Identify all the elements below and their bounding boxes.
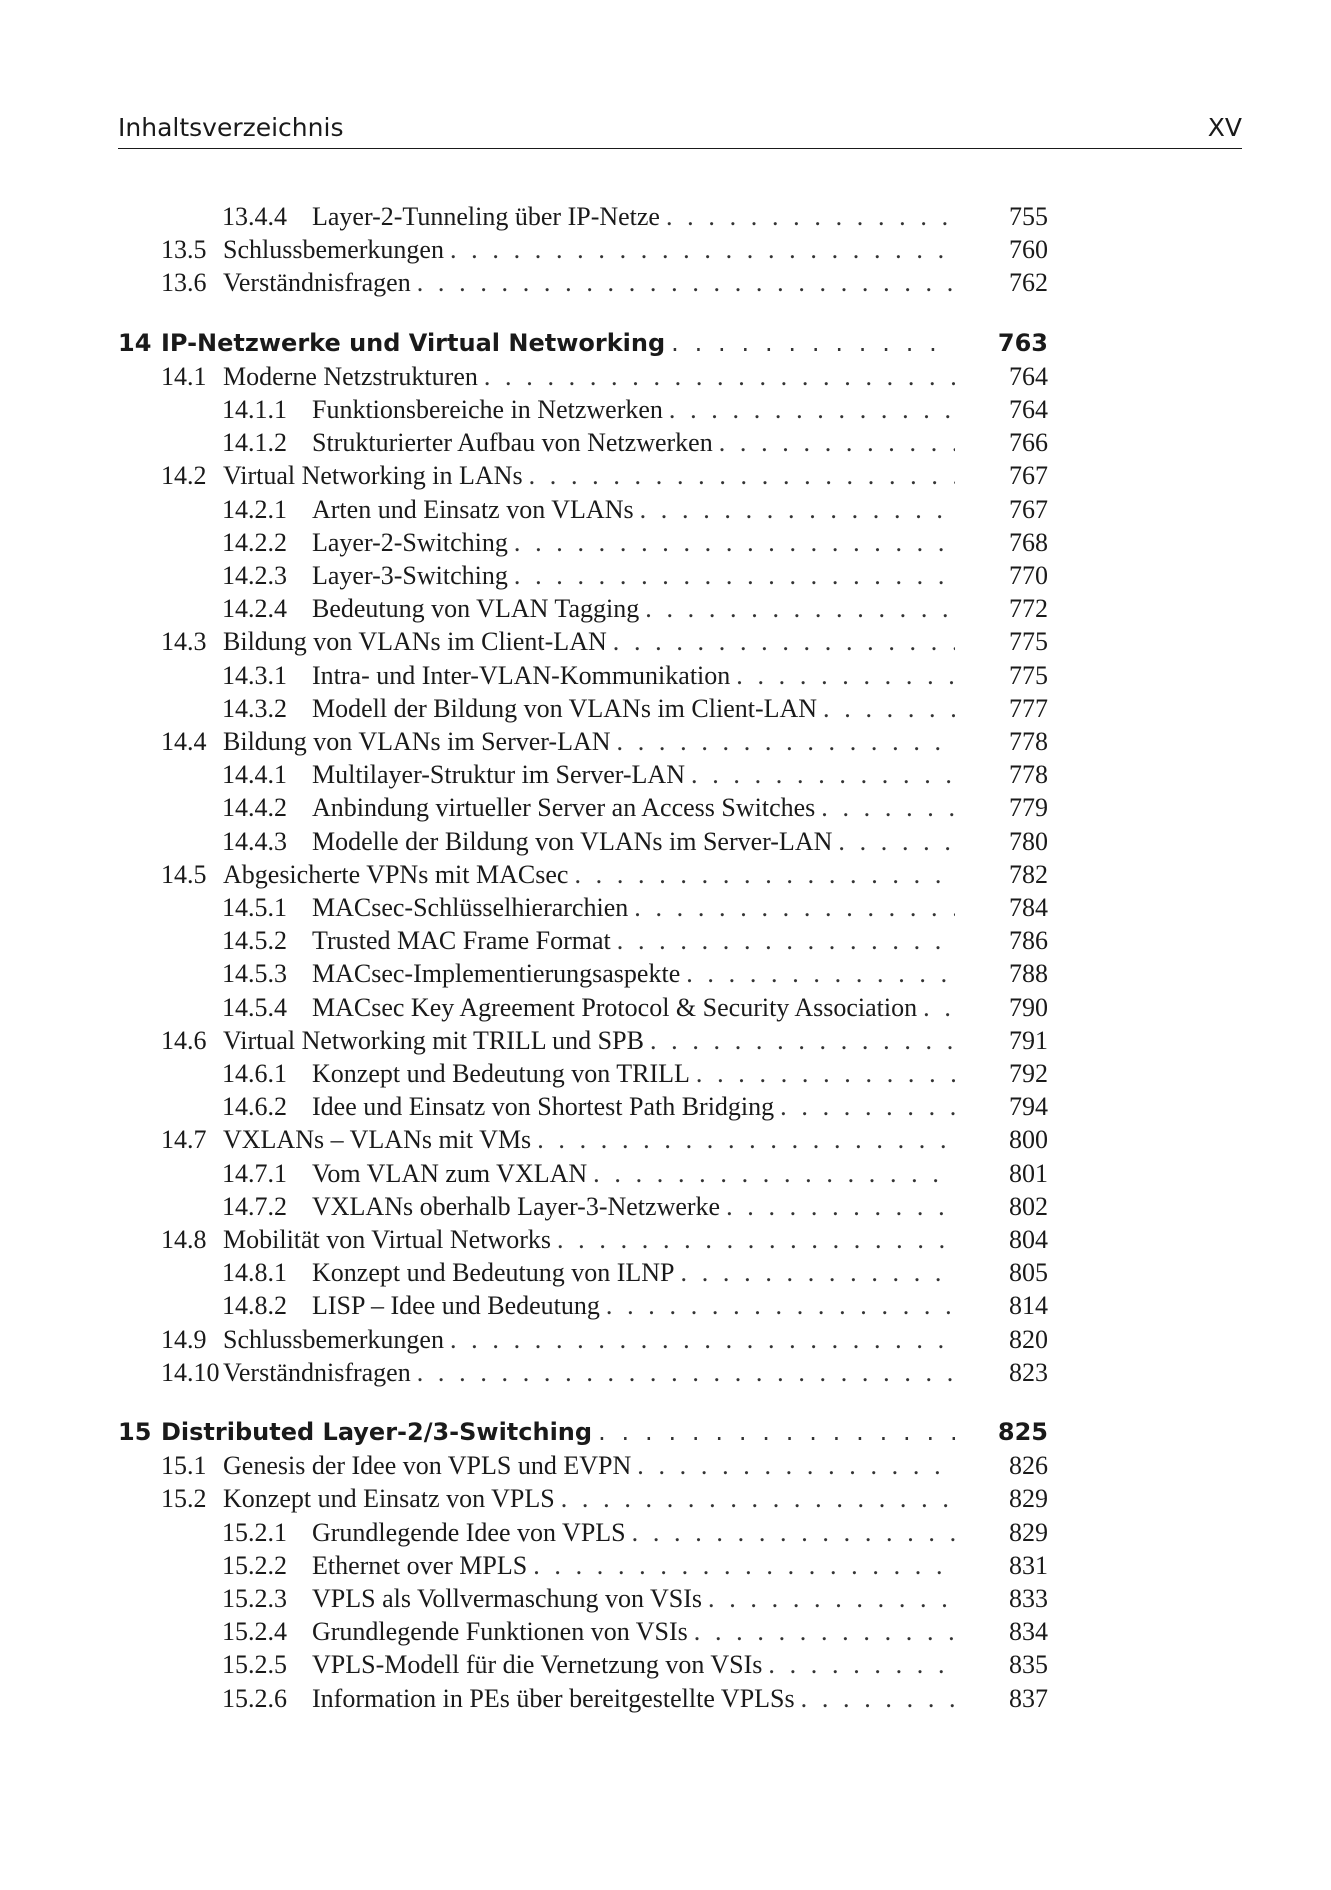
toc-entry-number: 14.7	[161, 1125, 207, 1155]
toc-entry-title: Trusted MAC Frame Format	[312, 926, 611, 956]
dot-leader	[923, 991, 955, 1024]
dot-leader	[821, 791, 955, 824]
dot-leader	[681, 1256, 955, 1289]
toc-entry-title: Idee und Einsatz von Shortest Path Bridging	[312, 1092, 775, 1122]
dot-leader	[671, 327, 955, 360]
dot-leader	[650, 1024, 955, 1057]
toc-entry-title: VPLS als Vollvermaschung von VSIs	[312, 1584, 703, 1613]
toc-entry[interactable]	[222, 924, 961, 957]
dot-leader	[640, 493, 955, 526]
toc-entry[interactable]	[222, 1549, 961, 1582]
dot-leader	[801, 1682, 955, 1715]
toc-entry-number: 14.3.1	[222, 660, 287, 690]
dot-leader	[632, 1516, 955, 1549]
toc-entry-page: 835	[1009, 1650, 1048, 1680]
toc-entry-page: 763	[997, 328, 1048, 357]
dot-leader	[514, 526, 955, 559]
toc-entry-page: 782	[1009, 859, 1048, 889]
toc-entry[interactable]	[222, 426, 961, 459]
toc-entry-number: 14.1.2	[222, 428, 287, 458]
toc-entry-page: 788	[1009, 959, 1048, 989]
dot-leader	[561, 1482, 955, 1515]
dot-leader	[533, 1549, 955, 1582]
dot-leader	[537, 1123, 955, 1156]
toc-entry-page: 775	[1009, 627, 1048, 657]
dot-leader	[669, 393, 955, 426]
toc-entry-title: Abgesicherte VPNs mit MACsec	[223, 859, 569, 889]
dot-leader	[634, 891, 955, 924]
toc-entry-title: Virtual Networking mit TRILL und SPB	[223, 1025, 644, 1055]
toc-entry-page: 792	[1009, 1059, 1048, 1088]
toc-entry-number: 14.2.2	[222, 527, 287, 557]
toc-entry-page: 760	[1009, 235, 1048, 265]
toc-entry[interactable]	[161, 1449, 961, 1482]
toc-entry-number: 14.6.1	[222, 1059, 287, 1088]
toc-entry-number: 13.5	[161, 235, 207, 265]
toc-entry-title: Modell der Bildung von VLANs im Client-LAN	[312, 693, 818, 723]
toc-entry-page: 766	[1009, 428, 1048, 458]
toc-entry[interactable]	[161, 725, 961, 758]
toc-entry[interactable]	[222, 1682, 961, 1715]
toc-entry-page: 829	[1009, 1484, 1048, 1514]
toc-entry-page: 778	[1009, 760, 1048, 790]
toc-entry-page: 826	[1009, 1451, 1048, 1481]
toc-entry-page: 834	[1009, 1617, 1048, 1647]
toc-entry-title: Genesis der Idee von VPLS und EVPN	[223, 1451, 632, 1481]
page-header	[118, 108, 1242, 149]
dot-leader	[696, 1057, 955, 1090]
toc-entry[interactable]	[222, 692, 961, 725]
toc-entry-number: 14.1.1	[222, 395, 287, 424]
toc-entry-title: Bildung von VLANs im Server-LAN	[223, 727, 611, 756]
toc-entry[interactable]	[161, 266, 961, 299]
toc-entry[interactable]	[222, 1057, 961, 1090]
toc-entry[interactable]	[222, 758, 961, 791]
toc-entry[interactable]	[161, 1323, 961, 1356]
toc-entry-page: 764	[1009, 361, 1048, 391]
dot-leader	[708, 1582, 955, 1615]
toc-entry[interactable]	[222, 1090, 961, 1123]
toc-entry-number: 14.7.1	[222, 1158, 287, 1188]
toc-entry-page: 775	[1009, 660, 1048, 690]
toc-entry-number: 15.2.1	[222, 1517, 287, 1547]
toc-entry-page: 779	[1009, 793, 1048, 823]
toc-entry-title: Layer-2-Tunneling über IP-Netze	[312, 202, 660, 231]
toc-entry-page: 767	[1009, 461, 1048, 491]
toc-entry[interactable]	[222, 1615, 961, 1648]
toc-entry[interactable]	[161, 625, 961, 658]
toc-entry-number: 15.2.2	[222, 1550, 287, 1580]
toc-entry-number: 14.8.2	[222, 1291, 287, 1321]
toc-entry-number: 14.5.1	[222, 893, 287, 922]
toc-entry-number: 13.4.4	[222, 202, 287, 231]
toc-entry-number: 15.2.4	[222, 1617, 287, 1647]
toc-entry[interactable]	[222, 991, 961, 1024]
toc-entry[interactable]	[222, 1582, 961, 1615]
toc-entry-title: Konzept und Einsatz von VPLS	[223, 1484, 555, 1514]
toc-entry-title: Schlussbemerkungen	[223, 235, 444, 265]
toc-entry[interactable]	[161, 233, 961, 266]
dot-leader	[719, 426, 955, 459]
dot-leader	[617, 725, 955, 758]
toc-entry-page: 791	[1009, 1025, 1048, 1055]
toc-entry-number: 14.3	[161, 627, 207, 657]
toc-entry-title: Funktionsbereiche in Netzwerken	[312, 395, 663, 424]
toc-entry[interactable]	[222, 493, 961, 526]
toc-entry[interactable]	[161, 360, 961, 393]
toc-entry-page: 784	[1009, 893, 1048, 922]
dot-leader	[417, 266, 955, 299]
toc-entry-number: 15.1	[161, 1451, 207, 1481]
toc-entry-number: 15.2.3	[222, 1584, 287, 1613]
toc-entry[interactable]	[222, 791, 961, 824]
toc-entry-title: Layer-3-Switching	[312, 561, 508, 590]
dot-leader	[666, 200, 955, 233]
toc-entry-page: 764	[1009, 395, 1048, 424]
toc-entry-number: 14	[118, 328, 152, 357]
toc-entry-number: 14.2	[161, 461, 207, 491]
toc-entry-title: Strukturierter Aufbau von Netzwerken	[312, 428, 713, 458]
dot-leader	[726, 1190, 955, 1223]
toc-entry-page: 790	[1009, 992, 1048, 1022]
toc-entry[interactable]	[222, 1289, 961, 1322]
toc-entry[interactable]	[222, 200, 961, 233]
dot-leader	[838, 825, 955, 858]
toc-entry[interactable]	[222, 1190, 961, 1223]
dot-leader	[645, 592, 955, 625]
dot-leader	[780, 1090, 955, 1123]
toc-entry-number: 14.10	[161, 1357, 220, 1387]
toc-entry-page: 814	[1009, 1291, 1048, 1321]
toc-entry[interactable]	[161, 1482, 961, 1515]
toc-entry-number: 14.7.2	[222, 1191, 287, 1221]
toc-entry-title: MACsec-Implementierungsaspekte	[312, 959, 681, 989]
toc-entry-page: 770	[1009, 561, 1048, 590]
toc-entry-number: 14.4.3	[222, 826, 287, 856]
dot-leader	[514, 559, 955, 592]
toc-entry-number: 15.2.5	[222, 1650, 287, 1680]
toc-entry[interactable]	[222, 559, 961, 592]
dot-leader	[529, 459, 955, 492]
toc-entry-page: 833	[1009, 1584, 1048, 1613]
toc-entry[interactable]	[222, 659, 961, 692]
toc-entry-number: 15.2.6	[222, 1683, 287, 1713]
toc-entry-title: Bedeutung von VLAN Tagging	[312, 594, 640, 624]
toc-entry[interactable]	[222, 526, 961, 559]
toc-entry-title: VXLANs – VLANs mit VMs	[223, 1125, 532, 1155]
toc-entry-title: VXLANs oberhalb Layer-3-Netzwerke	[312, 1191, 721, 1221]
toc-entry-title: Grundlegende Idee von VPLS	[312, 1517, 626, 1547]
dot-leader	[613, 625, 955, 658]
toc-entry[interactable]	[222, 1516, 961, 1549]
toc-entry-title: Distributed Layer-2/3-Switching	[161, 1418, 593, 1446]
toc-entry-number: 14.3.2	[222, 693, 287, 723]
toc-entry[interactable]	[222, 957, 961, 990]
toc-entry-number: 14.2.1	[222, 494, 287, 524]
toc-entry[interactable]	[161, 1223, 961, 1256]
toc-entry-number: 15	[118, 1418, 152, 1446]
page-number: XV	[1207, 113, 1242, 142]
toc-entry[interactable]	[222, 1648, 961, 1681]
toc-entry-page: 755	[1009, 202, 1048, 231]
toc-entry-title: MACsec Key Agreement Protocol & Security Association	[312, 992, 918, 1022]
dot-leader	[450, 1323, 955, 1356]
toc-entry-title: Modelle der Bildung von VLANs im Server-LAN	[312, 826, 833, 856]
toc-entry-number: 13.6	[161, 268, 207, 298]
toc-entry-title: IP-Netzwerke und Virtual Networking	[161, 328, 666, 357]
toc-entry-number: 14.5.3	[222, 959, 287, 989]
toc-entry-title: Multilayer-Struktur im Server-LAN	[312, 760, 685, 790]
toc-entry-title: Konzept und Bedeutung von ILNP	[312, 1258, 675, 1288]
toc-entry[interactable]	[161, 459, 961, 492]
toc-entry[interactable]	[222, 592, 961, 625]
toc-entry-page: 768	[1009, 527, 1048, 557]
dot-leader	[823, 692, 955, 725]
toc-entry-number: 14.4.1	[222, 760, 287, 790]
toc-entry-page: 831	[1009, 1550, 1048, 1580]
toc-entry-page: 823	[1009, 1357, 1048, 1387]
toc-entry-number: 14.5	[161, 859, 207, 889]
toc-entry-page: 778	[1009, 727, 1048, 756]
toc-entry-number: 14.5.2	[222, 926, 287, 956]
toc-entry-title: Arten und Einsatz von VLANs	[312, 494, 634, 524]
toc-entry-title: Ethernet over MPLS	[312, 1550, 528, 1580]
dot-leader	[686, 957, 955, 990]
dot-leader	[417, 1356, 955, 1389]
toc-entry-page: 777	[1009, 693, 1048, 723]
toc-entry-title: Verständnisfragen	[223, 1357, 411, 1387]
toc-entry-number: 14.2.3	[222, 561, 287, 590]
toc-entry-title: MACsec-Schlüsselhierarchien	[312, 893, 629, 922]
toc-entry-title: Moderne Netzstrukturen	[223, 361, 478, 391]
toc-entry[interactable]	[222, 1157, 961, 1190]
dot-leader	[768, 1648, 955, 1681]
toc-entry-page: 805	[1009, 1258, 1048, 1288]
toc-entry-title: Vom VLAN zum VXLAN	[312, 1158, 588, 1188]
toc-entry-title: Information in PEs über bereitgestellte VPLSs	[312, 1683, 795, 1713]
toc-entry-title: Verständnisfragen	[223, 268, 411, 298]
toc-entry[interactable]	[222, 891, 961, 924]
toc-entry[interactable]	[161, 1024, 961, 1057]
running-title: Inhaltsverzeichnis	[118, 113, 344, 142]
dot-leader	[637, 1449, 955, 1482]
toc-entry-page: 837	[1009, 1683, 1048, 1713]
dot-leader	[691, 758, 955, 791]
toc-entry-number: 14.1	[161, 361, 207, 391]
toc-entry-number: 14.4.2	[222, 793, 287, 823]
dot-leader	[617, 924, 955, 957]
toc-entry-title: LISP – Idee und Bedeutung	[312, 1291, 600, 1321]
toc-entry-page: 820	[1009, 1324, 1048, 1354]
toc-entry-page: 800	[1009, 1125, 1048, 1155]
toc-entry-title: Mobilität von Virtual Networks	[223, 1225, 551, 1254]
toc-entry-page: 772	[1009, 594, 1048, 624]
dot-leader	[598, 1416, 955, 1449]
toc-entry-title: Intra- und Inter-VLAN-Kommunikation	[312, 660, 731, 690]
toc-entry[interactable]	[161, 858, 961, 891]
toc-entry[interactable]	[118, 1416, 961, 1449]
toc-entry-page: 786	[1009, 926, 1048, 956]
dot-leader	[694, 1615, 955, 1648]
toc-entry-page: 762	[1009, 268, 1048, 298]
toc-entry[interactable]	[222, 1256, 961, 1289]
toc-entry-title: Grundlegende Funktionen von VSIs	[312, 1617, 688, 1647]
toc-entry-title: Virtual Networking in LANs	[223, 461, 523, 491]
toc-entry[interactable]	[222, 393, 961, 426]
toc-entry-page: 829	[1009, 1517, 1048, 1547]
dot-leader	[574, 858, 955, 891]
toc-entry-number: 15.2	[161, 1484, 207, 1514]
toc-entry-title: Anbindung virtueller Server an Access Switches	[312, 793, 816, 823]
toc-entry-number: 14.6	[161, 1025, 207, 1055]
dot-leader	[450, 233, 955, 266]
toc-entry-number: 14.9	[161, 1324, 207, 1354]
toc-entry-title: Layer-2-Switching	[312, 527, 508, 557]
toc-entry[interactable]	[118, 327, 961, 360]
dot-leader	[557, 1223, 955, 1256]
toc-entry-number: 14.4	[161, 727, 207, 756]
toc-entry-page: 804	[1009, 1225, 1048, 1254]
toc-entry-title: Konzept und Bedeutung von TRILL	[312, 1059, 690, 1088]
toc-entry-number: 14.2.4	[222, 594, 287, 624]
toc-entry-title: Schlussbemerkungen	[223, 1324, 444, 1354]
toc-entry[interactable]	[222, 825, 961, 858]
toc-entry[interactable]	[161, 1123, 961, 1156]
toc-entry-page: 802	[1009, 1191, 1048, 1221]
dot-leader	[484, 360, 955, 393]
dot-leader	[736, 659, 955, 692]
toc-entry-page: 794	[1009, 1092, 1048, 1122]
toc-entry-title: Bildung von VLANs im Client-LAN	[223, 627, 607, 657]
toc-entry-page: 825	[997, 1418, 1048, 1446]
toc-entry-title: VPLS-Modell für die Vernetzung von VSIs	[312, 1650, 763, 1680]
toc-entry-page: 780	[1009, 826, 1048, 856]
toc-entry-number: 14.6.2	[222, 1092, 287, 1122]
toc-entry-number: 14.8.1	[222, 1258, 287, 1288]
toc-entry-number: 14.8	[161, 1225, 207, 1254]
toc-entry-number: 14.5.4	[222, 992, 287, 1022]
toc-entry-page: 801	[1009, 1158, 1048, 1188]
toc-entry-page: 767	[1009, 494, 1048, 524]
toc-entry[interactable]	[161, 1356, 961, 1389]
dot-leader	[593, 1157, 955, 1190]
dot-leader	[606, 1289, 955, 1322]
